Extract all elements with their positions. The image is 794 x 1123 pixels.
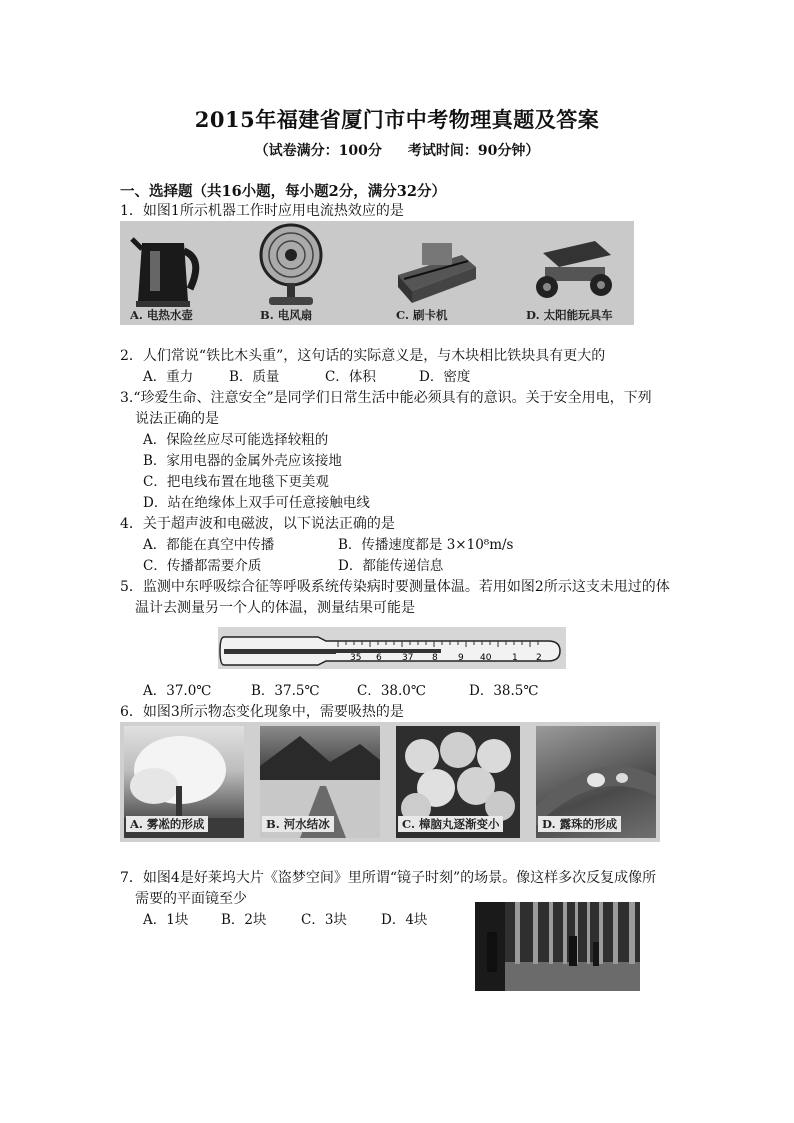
q2-option-d: D．密度	[419, 369, 471, 385]
page-title: 2015年福建省厦门市中考物理真题及答案	[194, 107, 600, 132]
figure-4-mirror-scene	[475, 902, 640, 991]
question-4-stem: 4．关于超声波和电磁波，以下说法正确的是	[120, 516, 395, 532]
scale-label-35: 35	[350, 653, 362, 663]
question-5-stem-cont: 温计去测量另一个人的体温，测量结果可能是	[135, 600, 415, 616]
scale-label-40: 40	[480, 653, 492, 663]
exam-info	[0, 140, 794, 160]
q2-option-a: A．重力	[143, 369, 194, 385]
q7-option-a: A．1块	[143, 912, 189, 928]
q5-option-c: C．38.0℃	[357, 683, 426, 699]
q4-option-d: D．都能传递信息	[338, 558, 444, 574]
rime-photo	[124, 726, 244, 838]
q3-option-a: A．保险丝应尽可能选择较粗的	[143, 432, 329, 448]
q3-option-c: C．把电线布置在地毯下更美观	[143, 474, 329, 490]
thermometer-icon	[218, 627, 566, 669]
question-6-stem: 6．如图3所示物态变化现象中，需要吸热的是	[120, 704, 404, 720]
scale-label-41: 1	[512, 653, 518, 663]
q3-option-b: B．家用电器的金属外壳应该接地	[143, 453, 342, 469]
scale-label-38: 8	[432, 653, 438, 663]
q2-option-b: B．质量	[229, 369, 280, 385]
card-reader-icon	[392, 235, 478, 305]
scale-label-36: 6	[376, 653, 382, 663]
river-ice-photo	[260, 726, 380, 838]
q5-option-a: A．37.0℃	[143, 683, 212, 699]
q2-option-c: C．体积	[325, 369, 376, 385]
figure-2-thermometer	[218, 627, 566, 669]
q5-option-b: B．37.5℃	[251, 683, 320, 699]
q3-option-d: D．站在绝缘体上双手可任意接触电线	[143, 495, 370, 511]
question-1-stem: 1．如图1所示机器工作时应用电流热效应的是	[120, 203, 404, 219]
solar-toy-car-icon	[525, 231, 617, 305]
kettle-icon	[128, 229, 208, 309]
section-heading: 一、选择题（共16小题，每小题2分，满分32分）	[120, 183, 446, 200]
q4-option-a: A．都能在真空中传播	[143, 537, 275, 553]
q5-option-d: D．38.5℃	[469, 683, 539, 699]
scale-label-42: 2	[536, 653, 542, 663]
fig1-caption-a: A. 电热水壶	[130, 308, 193, 322]
fig3-caption-a: A. 雾凇的形成	[126, 816, 208, 832]
q4-option-c: C．传播都需要介质	[143, 558, 262, 574]
question-5-stem: 5．监测中东呼吸综合征等呼吸系统传染病时要测量体温。若用如图2所示这支未甩过的体	[120, 579, 670, 595]
fig3-caption-c: C. 樟脑丸逐渐变小	[398, 816, 503, 832]
dew-photo	[536, 726, 656, 838]
fig1-caption-b: B. 电风扇	[260, 308, 313, 322]
figure-3	[120, 722, 660, 842]
full-score: （试卷满分：100分	[254, 143, 382, 159]
question-7-stem: 7．如图4是好莱坞大片《盗梦空间》里所谓“镜子时刻”的场景。像这样多次反复成像所	[120, 870, 657, 886]
question-3-stem: 3.“珍爱生命、注意安全”是同学们日常生活中能必须具有的意识。关于安全用电，下列	[120, 390, 652, 406]
fan-icon	[255, 223, 327, 307]
q7-option-c: C．3块	[301, 912, 347, 928]
fig3-caption-b: B. 河水结冰	[262, 816, 334, 832]
fig1-caption-c: C. 刷卡机	[396, 308, 448, 322]
question-7-stem-cont: 需要的平面镜至少	[135, 891, 247, 907]
fig3-caption-d: D. 露珠的形成	[538, 816, 621, 832]
q4-option-b: B．传播速度都是 3×10⁸m/s	[338, 537, 514, 553]
mirror-corridor-icon	[475, 902, 640, 991]
q7-option-b: B．2块	[221, 912, 267, 928]
question-2-stem: 2．人们常说“铁比木头重”，这句话的实际意义是，与木块相比铁块具有更大的	[120, 348, 606, 364]
mothballs-photo	[396, 726, 520, 838]
fig1-caption-d: D. 太阳能玩具车	[526, 308, 613, 322]
q7-option-d: D．4块	[381, 912, 428, 928]
scale-label-39: 9	[458, 653, 464, 663]
scale-label-37: 37	[402, 653, 414, 663]
exam-time: 考试时间：90分钟）	[407, 143, 540, 159]
question-3-stem-cont: 说法正确的是	[135, 411, 219, 427]
figure-1	[120, 221, 634, 325]
